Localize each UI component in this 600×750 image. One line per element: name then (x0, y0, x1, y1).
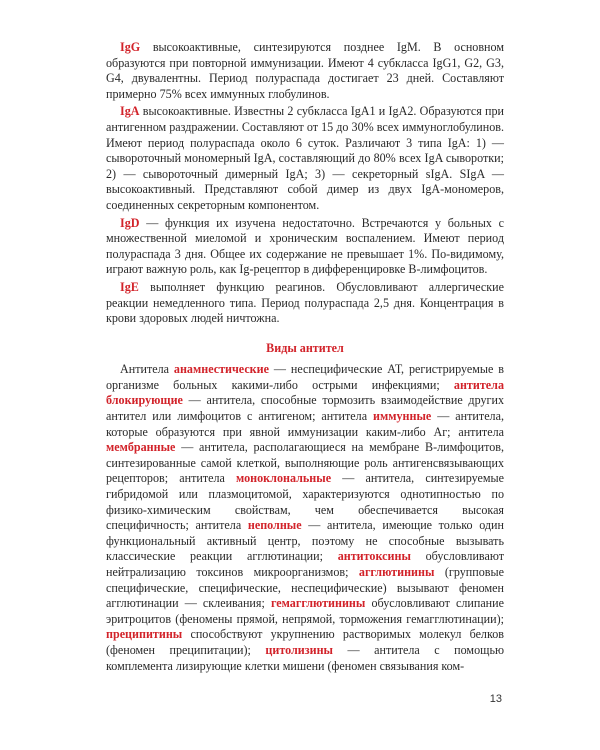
paragraph-antibody-types (106, 362, 504, 674)
body-text: высокоактивные. Известны 2 субкласса IgA1 и IgA2. Образуются при антигенном раздражении. Составляют от 15 до 30% всех иммуноглобулинов. Имеют период полураспада около 6 суток. Различают 3 типа IgA: 1) — сывороточный мономерный IgA, составляющий до 80% всех IgA сыворотки; 2) — сывороточный димерный IgA; 3) — секреторный sIgA. SIgA — высокоактивный. Представляют собой димер из двух IgA-мономеров, соединенных секреторным компонентом. (106, 104, 504, 212)
paragraph-ige (106, 280, 504, 327)
body-text: обусловливают нейтрализацию токсинов микроорганизмов; (106, 549, 504, 579)
highlighted-term: мембранные (106, 440, 176, 455)
body-text: — антитела, располагающиеся на мембране B-лимфоцитов, синтезированные самой клеткой, выполняющие роль антигенсвязывающих рецепторов; антитела (106, 440, 504, 486)
highlighted-term: гемагглютинины (270, 596, 366, 611)
body-text: — антитела, которые образуются при явной иммунизации каким-либо Аг; антитела (106, 409, 504, 439)
body-text: выполняет функцию реагинов. Обусловливают аллергические реакции немедленного типа. Период полураспада 2,5 дня. Концентрация в крови здоровых людей ничтожна. (106, 279, 504, 326)
body-text: — антитела с помощью комплемента лизирующие клетки мишени (феномен связывания ком- (106, 642, 504, 673)
body-text: — неспецифические АТ, регистрируемые в организме больных какими-либо острыми инфекциями; (106, 362, 505, 392)
section-title: Виды антител (266, 340, 344, 355)
body-text: — антитела, имеющие только один функциональный активный центр, поэтому не способные вызывать классические реакции агглютинации; (106, 518, 505, 564)
paragraph-igd (106, 216, 504, 278)
body-text: способствуют укрупнению растворимых молекул белков (феномен преципитации); (106, 627, 504, 657)
highlighted-term: антитоксины (337, 549, 411, 564)
highlighted-term: моноклональные (236, 471, 332, 486)
highlighted-term: IgG (120, 40, 141, 54)
body-text: обусловливают слипание эритроцитов (феномены прямой, непрямой, торможения гемагглютинации); (106, 596, 504, 626)
body-text: Антитела (120, 362, 174, 377)
highlighted-term: иммунные (373, 409, 432, 424)
highlighted-term: цитолизины (265, 642, 334, 657)
body-text: — функция их изучена недостаточно. Встречаются у больных с множественной миеломой и хроническим воспалением. Имеют период полураспада 3 дня. Общее их содержание не превышает 1%. По-видимому, играют важную роль, как Ig-рецептор в дифференцировке B-лимфоцитов. (106, 215, 504, 277)
highlighted-term: IgA (120, 104, 140, 119)
highlighted-term: преципитины (106, 627, 183, 642)
page-number: 13 (489, 693, 502, 705)
highlighted-term: IgE (120, 279, 139, 294)
body-text: (групповые специфические, специфические, неспецифические) вызывают феномен агглютинации — склеивания; (106, 565, 504, 611)
paragraph-igg (106, 40, 504, 102)
page-body (106, 40, 504, 674)
highlighted-term: неполные (247, 518, 302, 533)
antibody-types (106, 362, 504, 674)
highlighted-term: антитела блокирующие (106, 377, 504, 408)
body-text: — антитела, способные тормозить взаимодействие других антител или лимфоцитов с антигеном; антитела (106, 393, 504, 424)
immunoglobulin-classes (106, 40, 504, 327)
body-text: — антитела, синтезируемые гибридомой или плазмоцитомой, характеризуются однотипностью по физико-химическим свойствам, чем обеспечивается высокая специфичность; антитела (106, 471, 504, 533)
highlighted-term: агглютинины (358, 565, 435, 579)
highlighted-term: IgD (120, 215, 140, 230)
highlighted-term: анамнестические (173, 362, 269, 377)
body-text: высокоактивные, синтезируются позднее IgM. В основном образуются при повторной иммунизации. Имеют 4 субкласса IgG1, G2, G3, G4, двувалентны. Период полураспада достигает 23 дней. Составляют примерно 75% всех иммунных глобулинов. (106, 40, 504, 101)
paragraph-iga (106, 104, 504, 213)
